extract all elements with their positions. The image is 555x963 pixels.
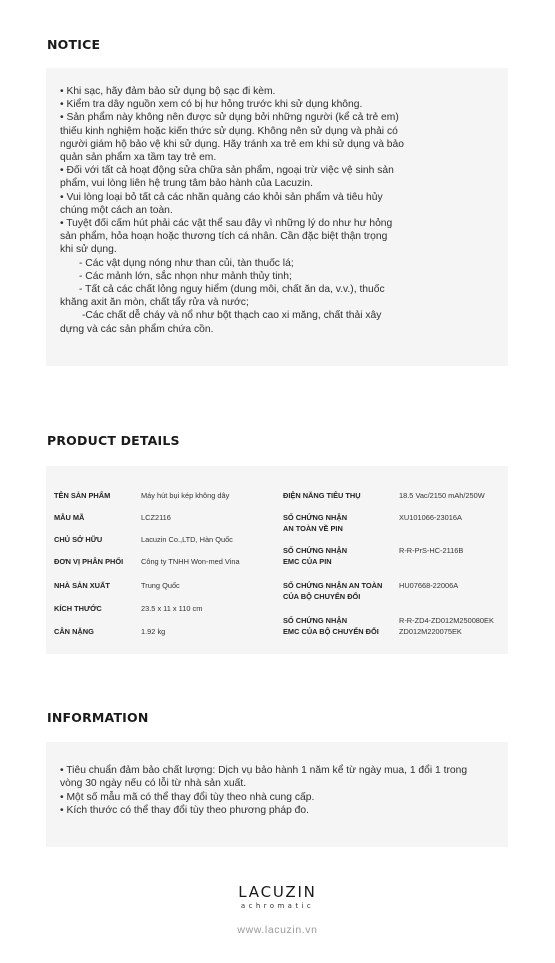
notice-line: • Tuyệt đối cấm hút phải các vật thể sau đây vì những lý do như hư hỏng [60, 218, 393, 230]
detail-value [399, 512, 462, 523]
notice-line: chúng một cách an toàn. [60, 204, 173, 216]
detail-label-line: SỐ CHỨNG NHẬN AN TOÀN [283, 581, 383, 590]
website-link[interactable]: www.lacuzin.vn [237, 924, 318, 936]
notice-line: • Sản phẩm này không nên được sử dụng bởi những người (kể cả trẻ em) [60, 112, 399, 124]
notice-line: sản phẩm, hỏa hoạn hoặc thương tích cá nhân. Cần đặc biệt thận trọng [60, 231, 388, 243]
brand-logo: LACUZIN [238, 883, 317, 901]
detail-label-line: ĐIỆN NĂNG TIÊU THỤ [283, 491, 361, 500]
notice-heading: NOTICE [47, 37, 101, 52]
notice-line: người giám hộ bảo vệ khi sử dụng. Hãy tránh xa trẻ em khi sử dụng và bảo [60, 138, 404, 150]
detail-value-line: R-R-ZD4-ZD012M250080EK [399, 616, 494, 625]
detail-label: MẪU MÃ [54, 513, 85, 522]
detail-label: CÂN NẶNG [54, 627, 94, 636]
detail-label: CHỦ SỞ HỮU [54, 535, 103, 544]
detail-label-line: CỦA BỘ CHUYỂN ĐỔI [283, 592, 361, 601]
notice-line: • Vui lòng loại bỏ tất cả các nhãn quảng cáo khỏi sản phẩm và tiêu hủy [60, 191, 383, 203]
detail-label: NHÀ SẢN XUẤT [54, 581, 110, 590]
info-line: • Một số mẫu mã có thể thay đổi tùy theo nhà cung cấp. [60, 791, 315, 803]
notice-line: khi sử dụng. [60, 244, 117, 256]
notice-line: thiếu kinh nghiệm hoặc kiến thức sử dụng. Không nên sử dụng và phải có [60, 125, 398, 137]
brand-tagline: achromatic [240, 902, 315, 910]
detail-label [283, 490, 361, 501]
detail-value [399, 580, 458, 591]
product-details-heading: PRODUCT DETAILS [47, 433, 180, 448]
detail-label-line: EMC CỦA BỘ CHUYỂN ĐỔI [283, 627, 379, 636]
detail-value-line: 18.5 Vac/2150 mAh/250W [399, 491, 485, 500]
notice-line: • Đối với tất cả hoạt động sửa chữa sản phẩm, ngoại trừ việc vệ sinh sản [60, 165, 394, 177]
detail-value [399, 490, 485, 501]
detail-label [283, 512, 347, 534]
info-line: vòng 30 ngày nếu có lỗi từ nhà sản xuất. [60, 778, 247, 790]
notice-subitem: -Các chất dễ cháy và nổ như bột thạch cao xi măng, chất thải xây [82, 310, 382, 322]
notice-line: quản sản phẩm xa tầm tay trẻ em. [60, 152, 217, 164]
notice-line: dựng và các sản phẩm chứa cồn. [60, 323, 214, 335]
detail-value: 1.92 kg [141, 627, 166, 636]
detail-value: Máy hút bụi kép không dây [141, 491, 230, 500]
notice-panel [46, 68, 508, 366]
product-details-panel [46, 466, 508, 654]
notice-line: khăng axit ăn mòn, chất tẩy rửa và nước; [60, 297, 249, 309]
notice-line: • Kiểm tra dây nguồn xem có bị hư hỏng trước khi sử dụng không. [60, 99, 363, 111]
info-line: • Kích thước có thể thay đổi tùy theo phương pháp đo. [60, 805, 310, 817]
detail-label-line: EMC CỦA PIN [283, 557, 332, 566]
detail-label-line: SỐ CHỨNG NHẬN [283, 616, 348, 625]
detail-value: Trung Quốc [141, 581, 180, 590]
detail-label-line: SỐ CHỨNG NHẬN [283, 513, 348, 522]
notice-line: phẩm, vui lòng liên hệ trung tâm bảo hành của Lacuzin. [60, 178, 314, 190]
detail-label: TÊN SẢN PHẨM [54, 491, 111, 500]
detail-value-line: HU07668-22006A [399, 581, 459, 590]
notice-subitem: - Các mảnh lớn, sắc nhọn như mảnh thủy tinh; [79, 270, 292, 282]
detail-value-line: ZD012M220075EK [399, 627, 462, 636]
info-line: • Tiêu chuẩn đảm bảo chất lượng: Dịch vụ bảo hành 1 năm kể từ ngày mua, 1 đổi 1 trong [60, 765, 468, 776]
detail-label [283, 615, 379, 637]
detail-value-line: R-R-PrS-HC-2116B [399, 546, 464, 555]
detail-label-line: AN TOÀN VỀ PIN [283, 524, 343, 533]
detail-label-line: SỐ CHỨNG NHẬN [283, 546, 348, 555]
detail-value: Lacuzin Co.,LTD, Hàn Quốc [141, 535, 233, 544]
detail-value: Công ty TNHH Won-med Vina [141, 557, 240, 566]
information-heading: INFORMATION [47, 710, 149, 725]
detail-value [399, 615, 494, 637]
notice-subitem: - Các vật dụng nóng như than củi, tàn thuốc lá; [79, 257, 294, 269]
notice-subitem: - Tất cả các chất lỏng nguy hiểm (dung môi, chất ăn da, v.v.), thuốc [79, 284, 385, 296]
detail-value: 23.5 x 11 x 110 cm [141, 604, 203, 613]
detail-label: ĐƠN VỊ PHÂN PHỐI [54, 557, 124, 566]
detail-value: LCZ2116 [141, 513, 171, 522]
detail-label: KÍCH THƯỚC [54, 604, 102, 613]
detail-label [283, 580, 382, 602]
information-panel [46, 742, 508, 847]
notice-line: • Khi sạc, hãy đảm bảo sử dụng bộ sạc đi kèm. [60, 86, 276, 97]
detail-value-line: XU101066-23016A [399, 513, 462, 522]
detail-value [399, 545, 463, 556]
detail-label [283, 545, 347, 567]
